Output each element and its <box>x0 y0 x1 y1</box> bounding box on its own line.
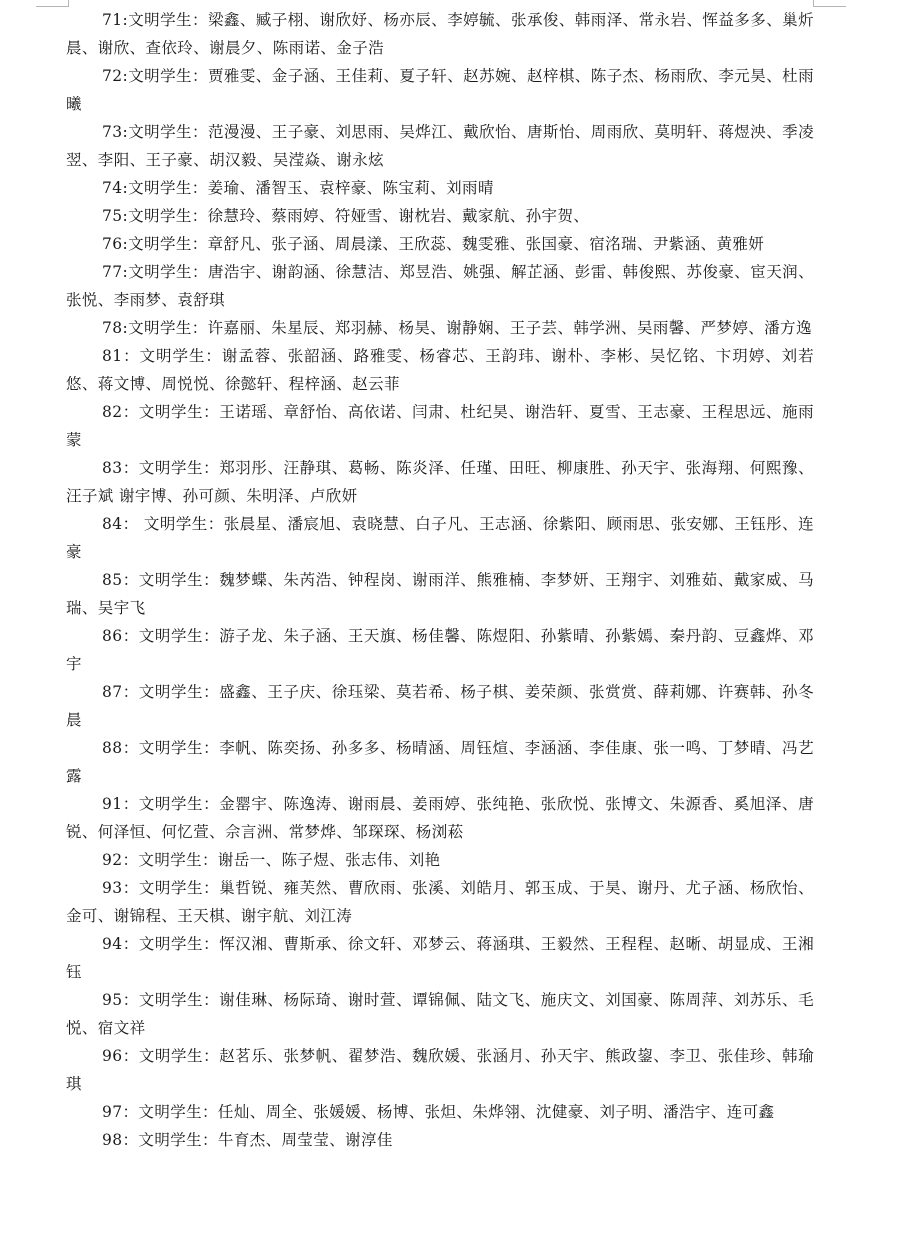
class-85-paragraph: 85：文明学生：魏梦蝶、朱芮浩、钟程岗、谢雨洋、熊雅楠、李梦妍、王翔宇、刘雅茹、戴家威、马瑞、吴宇飞 <box>66 571 814 617</box>
class-95-paragraph: 95：文明学生：谢佳琳、杨际琦、谢时萱、谭锦佩、陆文飞、施庆文、刘国豪、陈周萍、刘苏乐、毛悦、宿文祥 <box>66 991 814 1037</box>
class-92-paragraph: 92：文明学生：谢岳一、陈子煜、张志伟、刘艳 <box>102 851 441 869</box>
class-87-paragraph: 87：文明学生：盛鑫、王子庆、徐珏梁、莫若希、杨子棋、姜荣颜、张赏赏、薛莉娜、许赛韩、孙冬晨 <box>66 683 814 729</box>
crop-mark-left <box>36 0 69 7</box>
class-82-paragraph: 82：文明学生：王诺瑶、章舒怡、高依诺、闫肃、杜纪昊、谢浩轩、夏雪、王志豪、王程思远、施雨蒙 <box>66 403 814 449</box>
document-body <box>66 6 814 1154</box>
class-91-paragraph: 91：文明学生：金罂宇、陈逸涛、谢雨晨、姜雨婷、张纯艳、张欣悦、张博文、朱源香、奚旭泽、唐锐、何泽恒、何忆萱、佘言洲、常梦烨、邹琛琛、杨浏菘 <box>66 795 814 841</box>
class-94-paragraph: 94：文明学生：恽汉湘、曹斯承、徐文轩、邓梦云、蒋涵琪、王毅然、王程程、赵晰、胡显成、王湘钰 <box>66 935 814 981</box>
class-74-paragraph: 74:文明学生：姜瑜、潘智玉、袁梓豪、陈宝莉、刘雨晴 <box>102 179 494 197</box>
class-78-paragraph: 78:文明学生：许嘉丽、朱星辰、郑羽赫、杨昊、谢静娴、王子芸、韩学洲、吴雨馨、严梦婷、潘方逸 <box>102 319 812 337</box>
class-81-paragraph: 81：文明学生：谢孟蓉、张韶涵、路雅雯、杨睿芯、王韵玮、谢朴、李彬、吴忆铭、卞玥婷、刘若悠、蒋文博、周悦悦、徐懿轩、程梓涵、赵云菲 <box>66 347 814 393</box>
class-72-paragraph: 72:文明学生：贾雅雯、金子涵、王佳莉、夏子轩、赵苏婉、赵梓棋、陈子杰、杨雨欣、李元昊、杜雨曦 <box>66 67 814 113</box>
crop-mark-right <box>813 0 846 7</box>
class-73-paragraph: 73:文明学生：范漫漫、王子豪、刘思雨、吴烨江、戴欣怡、唐斯怡、周雨欣、莫明轩、蒋煜泱、季凌翌、李阳、王子豪、胡汉毅、吴滢焱、谢永炫 <box>66 123 814 169</box>
class-84-paragraph: 84： 文明学生：张晨星、潘宸旭、袁晓慧、白子凡、王志涵、徐紫阳、顾雨思、张安娜、王钰彤、连豪 <box>66 515 814 561</box>
class-83-paragraph: 83：文明学生：郑羽彤、汪静琪、葛畅、陈炎泽、任瑾、田旺、柳康胜、孙天宇、张海翔、何熙豫、汪子斌 谢宇博、孙可颜、朱明泽、卢欣妍 <box>66 459 814 505</box>
class-76-paragraph: 76:文明学生：章舒凡、张子涵、周晨漾、王欣蕊、魏雯雅、张国豪、宿洺瑞、尹紫涵、黄雅妍 <box>102 235 765 253</box>
class-86-paragraph: 86：文明学生：游子龙、朱子涵、王天旗、杨佳馨、陈煜阳、孙紫晴、孙紫嫣、秦丹韵、豆鑫烨、邓宇 <box>66 627 814 673</box>
class-77-paragraph: 77:文明学生：唐浩宇、谢韵涵、徐慧洁、郑昱浩、姚强、解芷涵、彭雷、韩俊熙、苏俊豪、宦天润、张悦、李雨梦、袁舒琪 <box>66 263 814 309</box>
class-75-paragraph: 75:文明学生：徐慧玲、蔡雨婷、符娅雪、谢枕岩、戴家航、孙宇贺、 <box>102 207 590 225</box>
class-88-paragraph: 88：文明学生：李帆、陈奕扬、孙多多、杨晴涵、周钰煊、李涵涵、李佳康、张一鸣、丁梦晴、冯艺露 <box>66 739 814 785</box>
class-98-paragraph: 98：文明学生：牛育杰、周莹莹、谢淳佳 <box>102 1131 393 1149</box>
class-71-paragraph: 71:文明学生：梁鑫、臧子栩、谢欣妤、杨亦辰、李婷毓、张承俊、韩雨泽、常永岩、恽益多多、巢炘晨、谢欣、查依玲、谢晨夕、陈雨诺、金子浩 <box>66 11 814 57</box>
class-96-paragraph: 96：文明学生：赵茗乐、张梦帆、翟梦浩、魏欣媛、张涵月、孙天宇、熊政鋆、李卫、张佳珍、韩瑜琪 <box>66 1047 814 1093</box>
class-97-paragraph: 97：文明学生：任灿、周全、张媛媛、杨博、张炟、朱烨翎、沈健豪、刘子明、潘浩宇、连可鑫 <box>102 1103 775 1121</box>
class-93-paragraph: 93：文明学生：巢哲锐、雍芙然、曹欣雨、张溪、刘皓月、郭玉成、于昊、谢丹、尤子涵、杨欣怡、金可、谢锦程、王天棋、谢宇航、刘江涛 <box>66 879 814 925</box>
